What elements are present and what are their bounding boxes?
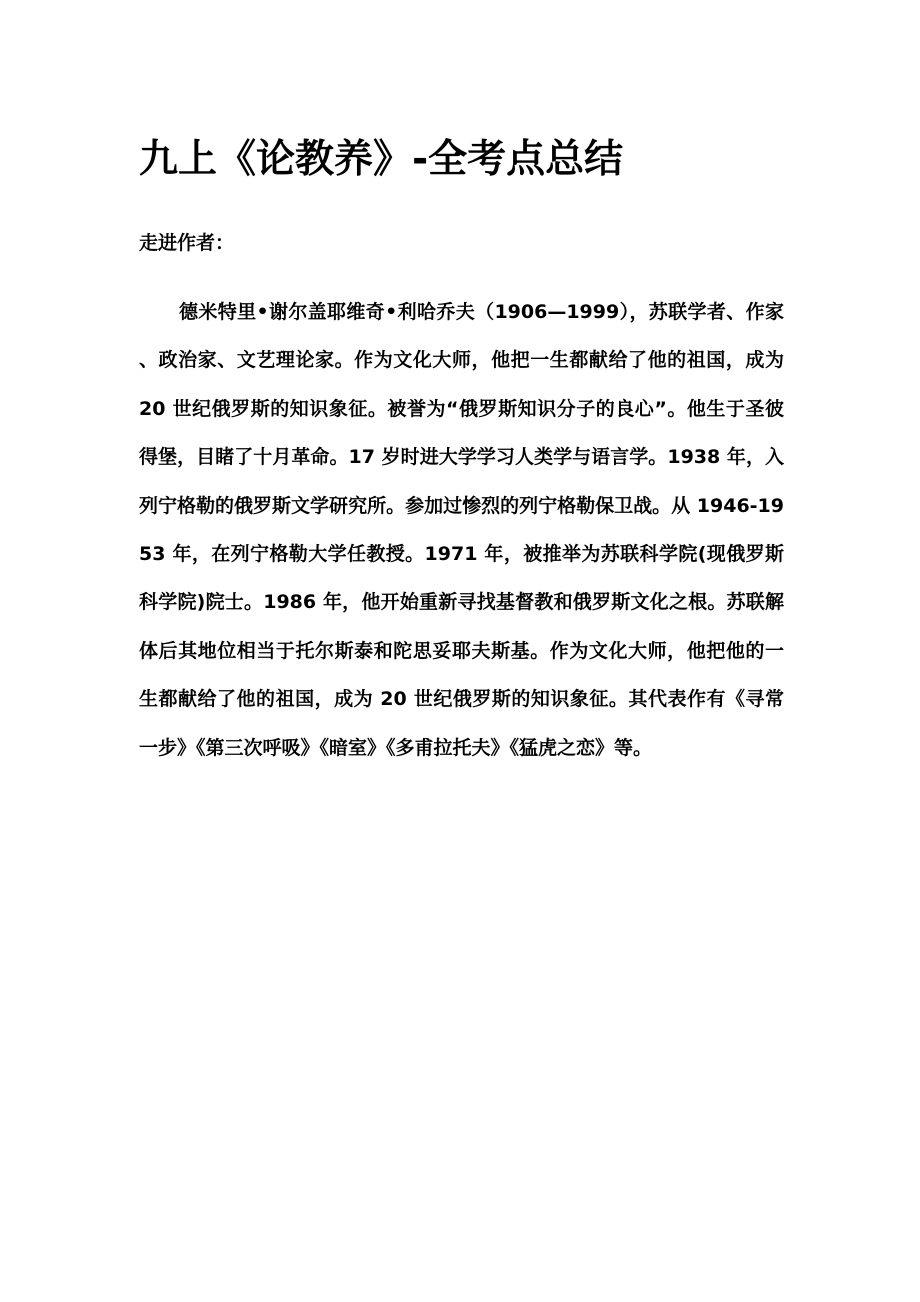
document-title: 九上《论教养》-全考点总结 bbox=[139, 137, 624, 182]
document-content bbox=[139, 132, 784, 772]
author-biography-paragraph: 德米特里•谢尔盖耶维奇•利哈乔夫（1906—1999），苏联学者、作家、政治家、文艺理论家。作为文化大师，他把一生都献给了他的祖国，成为 20 世纪俄罗斯的知识象征。被誉为“俄罗斯知识分子的良心”。他生于圣彼得堡，目睹了十月革命。17 岁时进大学学习人类学与语言学。1938 年，入列宁格勒的俄罗斯文学研究所。参加过惨烈的列宁格勒保卫战。从 1946-1953 年，在列宁格勒大学任教授。1971 年，被推举为苏联科学院(现俄罗斯科学院)院士。1986 年，他开始重新寻找基督教和俄罗斯文化之根。苏联解体后其地位相当于托尔斯泰和陀思妥耶夫斯基。作为文化大师，他把他的一生都献给了他的祖国，成为 20 世纪俄罗斯的知识象征。其代表作有《寻常一步》《第三次呼吸》《暗室》《多甫拉托夫》《猛虎之恋》等。 bbox=[139, 301, 784, 759]
section-heading-author: 走进作者： bbox=[139, 232, 235, 254]
